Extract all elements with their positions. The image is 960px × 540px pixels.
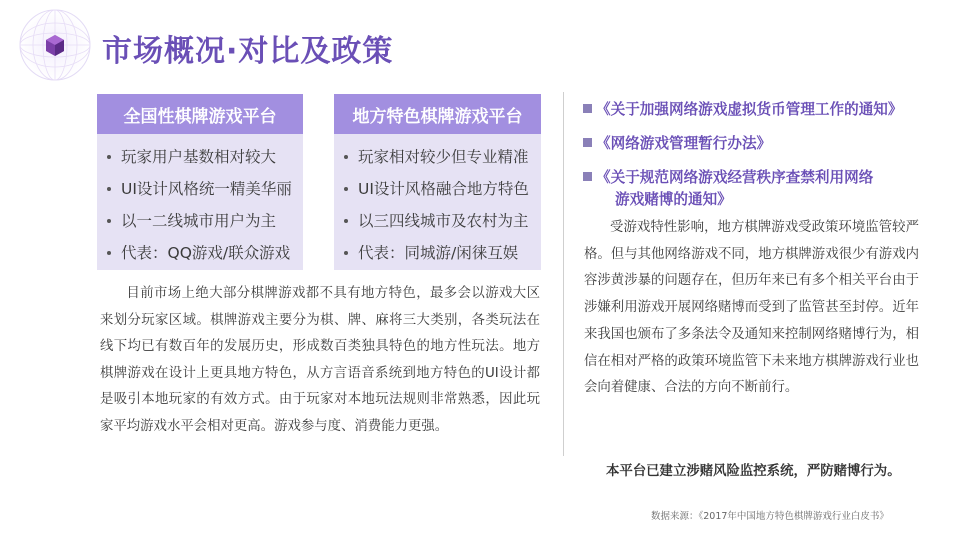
policy-description-paragraph: 受游戏特性影响，地方棋牌游戏受政策环境监管较严格。但与其他网络游戏不同，地方棋牌游戏很少有游戏内容涉黄涉暴的问题存在，但历年来已有多个相关平台由于涉嫌利用游戏开展网络赌博而受到了监管甚至封停。近年来我国也颁布了多条法令及通知来控制网络赌博行为，相信在相对严格的政策环境监管下未来地方棋牌游戏行业也会向着健康、合法的方向不断前行。: [584, 220, 919, 396]
column-divider: [563, 92, 564, 456]
list-item: 代表：同城游/闲徕互娱: [344, 237, 541, 269]
page-title: 市场概况·对比及政策: [102, 34, 394, 69]
list-item: 代表：QQ游戏/联众游戏: [107, 237, 303, 269]
policy-item: 《网络游戏管理暂行办法》: [583, 133, 933, 155]
list-item: UI设计风格融合地方特色: [344, 173, 541, 205]
bullet-icon: [107, 219, 111, 223]
national-platform-title: 全国性棋牌游戏平台: [97, 94, 303, 134]
bullet-icon: [107, 251, 111, 255]
square-bullet-icon: [583, 104, 592, 113]
list-item: 以一二线城市用户为主: [107, 205, 303, 237]
data-source-note: 数据来源：《2017年中国地方特色棋牌游戏行业白皮书》: [651, 511, 889, 522]
local-platform-title: 地方特色棋牌游戏平台: [334, 94, 541, 134]
bullet-icon: [344, 251, 348, 255]
square-bullet-icon: [583, 172, 592, 181]
list-item: UI设计风格统一精美华丽: [107, 173, 303, 205]
policy-item: 《关于规范网络游戏经营秩序查禁利用网络 游戏赌博的通知》: [583, 167, 933, 211]
bullet-icon: [107, 155, 111, 159]
list-item: 玩家相对较少但专业精准: [344, 141, 541, 173]
market-description-paragraph: 目前市场上绝大部分棋牌游戏都不具有地方特色，最多会以游戏大区来划分玩家区域。棋牌游戏主要分为棋、牌、麻将三大类别，各类玩法在线下均已有数百年的发展历史，形成数百类独具特色的地方性玩法。地方棋牌游戏在设计上更具地方特色，从方言语音系统到地方特色的UI设计都是吸引本地玩家的有效方式。由于玩家对本地玩法规则非常熟悉，因此玩家平均游戏水平会相对更高。游戏参与度、消费能力更强。: [100, 286, 540, 434]
logo-icon: [18, 8, 92, 82]
national-platform-card: [97, 94, 303, 270]
bullet-icon: [344, 187, 348, 191]
list-item: 以三四线城市及农村为主: [344, 205, 541, 237]
policy-item: 《关于加强网络游戏虚拟货币管理工作的通知》: [583, 99, 933, 121]
conclusion-text: 本平台已建立涉赌风险监控系统，严防赌博行为。: [606, 464, 901, 479]
square-bullet-icon: [583, 138, 592, 147]
local-platform-list: [334, 134, 541, 269]
list-item: 玩家用户基数相对较大: [107, 141, 303, 173]
national-platform-list: [97, 134, 303, 269]
bullet-icon: [344, 155, 348, 159]
bullet-icon: [344, 219, 348, 223]
local-platform-card: [334, 94, 541, 270]
bullet-icon: [107, 187, 111, 191]
